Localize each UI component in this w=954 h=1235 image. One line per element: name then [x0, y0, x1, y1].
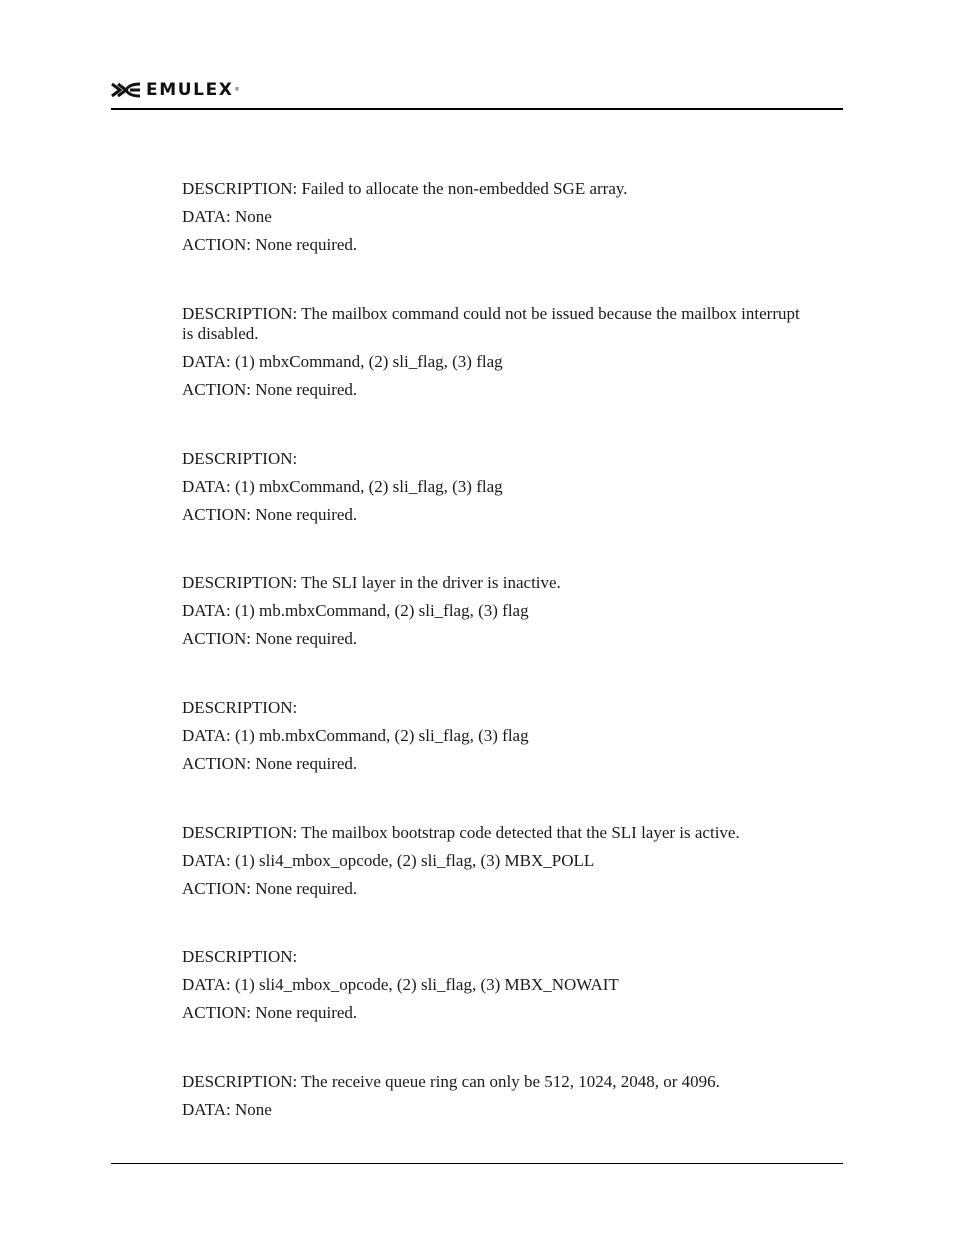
- entry-data: DATA: None: [182, 1100, 272, 1119]
- entry-data: DATA: (1) mbxCommand, (2) sli_flag, (3) flag: [182, 477, 503, 496]
- entry-description: DESCRIPTION: The SLI layer in the driver is inactive.: [182, 573, 561, 592]
- log-entry: [182, 823, 802, 907]
- entry-description: DESCRIPTION:: [182, 947, 298, 966]
- entry-action: ACTION: None required.: [182, 754, 358, 773]
- entry-action: ACTION: None required.: [182, 505, 358, 524]
- emulex-logo: [111, 81, 240, 99]
- entry-data: DATA: (1) mb.mbxCommand, (2) sli_flag, (3) flag: [182, 726, 529, 745]
- log-entry: [182, 304, 802, 408]
- brand-name: EMULEX: [146, 80, 234, 100]
- entry-data: DATA: (1) sli4_mbox_opcode, (2) sli_flag, (3) MBX_POLL: [182, 851, 595, 870]
- entry-action: ACTION: None required.: [182, 235, 358, 254]
- entry-data: DATA: None: [182, 207, 272, 226]
- log-entry: [182, 1072, 802, 1128]
- log-entry: [182, 179, 802, 263]
- entry-data: DATA: (1) mb.mbxCommand, (2) sli_flag, (3) flag: [182, 601, 529, 620]
- trademark-symbol: ®: [234, 87, 240, 93]
- entry-data: DATA: (1) sli4_mbox_opcode, (2) sli_flag, (3) MBX_NOWAIT: [182, 975, 619, 994]
- header-rule: [111, 108, 843, 110]
- entry-description: DESCRIPTION: The mailbox command could not be issued because the mailbox interrupt is disabled.: [182, 304, 800, 343]
- entry-description: DESCRIPTION: The receive queue ring can only be 512, 1024, 2048, or 4096.: [182, 1072, 720, 1091]
- entry-data: DATA: (1) mbxCommand, (2) sli_flag, (3) flag: [182, 352, 503, 371]
- entry-description: DESCRIPTION: The mailbox bootstrap code detected that the SLI layer is active.: [182, 823, 740, 842]
- log-entry: [182, 947, 802, 1031]
- log-entry: [182, 449, 802, 533]
- entry-action: ACTION: None required.: [182, 629, 358, 648]
- entry-description: DESCRIPTION: Failed to allocate the non-embedded SGE array.: [182, 179, 628, 198]
- entry-description: DESCRIPTION:: [182, 698, 298, 717]
- footer-rule: [111, 1163, 843, 1164]
- entry-action: ACTION: None required.: [182, 879, 358, 898]
- log-entry: [182, 573, 802, 657]
- log-entry: [182, 698, 802, 782]
- entry-description: DESCRIPTION:: [182, 449, 298, 468]
- entry-action: ACTION: None required.: [182, 1003, 358, 1022]
- emulex-logo-icon: [111, 82, 141, 98]
- entry-action: ACTION: None required.: [182, 380, 358, 399]
